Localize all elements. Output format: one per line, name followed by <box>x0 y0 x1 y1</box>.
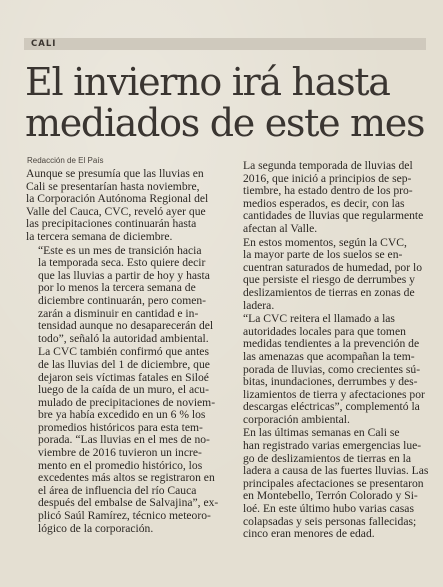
text-line: el área de influencia del río Cauca <box>38 483 197 497</box>
text-line: cuentran saturados de humedad, por lo <box>243 260 423 274</box>
text-line: lógico de la corporación. <box>38 521 154 535</box>
text-line: deslizamientos de tierras en zonas de <box>243 285 415 299</box>
text-line: luego de la caída de un muro, el acu- <box>38 383 209 397</box>
text-line: En las últimas semanas en Cali se <box>243 426 400 440</box>
text-line: La CVC también confirmó que antes <box>38 345 209 359</box>
text-line: las precipitaciones continuarán hasta <box>26 217 197 231</box>
paragraph <box>26 168 218 244</box>
paragraph <box>231 313 427 426</box>
text-line: diciembre continuarán, pero comen- <box>38 293 207 307</box>
text-line: la Corporación Autónoma Regional del <box>26 192 209 206</box>
headline-line: mediados de este mes <box>25 101 425 145</box>
text-line: bitas, inundaciones, derrumbes y des- <box>243 375 418 389</box>
article-column-right <box>231 160 427 542</box>
text-line: go de deslizamientos de tierras en la <box>243 451 412 465</box>
text-line: autoridades locales para que tomen <box>243 324 406 338</box>
text-line: que persiste el riesgo de derrumbes y <box>243 273 415 287</box>
text-line: “Este es un mes de transición hacia <box>38 243 202 257</box>
text-line: corporación ambiental. <box>243 412 350 426</box>
text-line: afectan al Valle. <box>243 221 318 235</box>
text-line: mento en el promedio histórico, los <box>38 458 203 472</box>
paragraph <box>26 245 218 346</box>
text-line: después del embalse de Salvajina”, ex- <box>38 496 219 510</box>
paragraph <box>231 160 427 236</box>
text-line: En estos momentos, según la CVC, <box>243 235 407 249</box>
text-line: 2016, que inició a principios de sep- <box>243 171 412 185</box>
headline-line: El invierno irá hasta <box>25 60 390 104</box>
text-line: loé. En este último hubo varias casas <box>243 502 414 516</box>
text-line: todo”, señaló la autoridad ambiental. <box>38 331 209 345</box>
paragraph <box>26 346 218 535</box>
text-line: tensidad aunque no desaparecerán del <box>38 319 214 333</box>
text-line: Valle del Cauca, CVC, reveló ayer que <box>26 204 206 218</box>
text-line: colapsadas y seis personas fallecidas; <box>243 514 417 528</box>
text-line: cantidades de lluvias que regularmente <box>243 209 424 223</box>
text-line: promedios históricos para esta tem- <box>38 420 203 434</box>
text-line: mulado de precipitaciones de noviem- <box>38 395 216 409</box>
text-line: “La CVC reitera el llamado a las <box>243 312 395 326</box>
section-bar <box>24 38 426 50</box>
text-line: la tercera semana de diciembre. <box>26 229 173 243</box>
text-line: medios esperados, es decir, con las <box>243 196 405 210</box>
text-line: las amenazas que acompañan la tem- <box>243 349 415 363</box>
text-line: La segunda temporada de lluvias del <box>243 159 413 172</box>
text-line: de las lluvias del 1 de diciembre, que <box>38 357 210 371</box>
paragraph <box>231 237 427 313</box>
text-line: viembre de 2016 tuvieron un incre- <box>38 446 202 460</box>
text-line: tiembre, ha estado dentro de los pro- <box>243 184 413 198</box>
text-line: que las lluvias a partir de hoy y hasta <box>38 268 210 282</box>
text-line: Cali se presentarían hasta noviembre, <box>26 179 200 193</box>
text-line: en Montebello, Terrón Colorado y Si- <box>243 489 418 503</box>
text-line: principales afectaciones se presentaron <box>243 476 424 490</box>
text-line: porada de lluvias, como crecientes sú- <box>243 362 421 376</box>
text-line: descargas eléctricas”, complementó la <box>243 400 420 414</box>
text-line: Aunque se presumía que las lluvias en <box>26 167 204 180</box>
text-line: la mayor parte de los suelos se en- <box>243 248 403 262</box>
text-line: por lo menos la tercera semana de <box>38 281 196 295</box>
text-line: han registrado varias emergencias lue- <box>243 439 422 453</box>
text-line: ladera. <box>243 298 275 312</box>
text-line: porada. “Las lluvias en el mes de no- <box>38 433 210 447</box>
text-line: plicó Saúl Ramírez, técnico meteoro- <box>38 509 211 523</box>
text-line: medidas tendientes a la prevención de <box>243 337 420 351</box>
text-line: zarán a disminuir en cantidad e in- <box>38 306 199 320</box>
text-line: cinco eran menores de edad. <box>243 527 375 541</box>
section-label: CALI <box>31 39 57 49</box>
text-line: excedentes más altos se registraron en <box>38 471 215 485</box>
byline: Redacción de El País <box>27 156 104 165</box>
paragraph <box>231 427 427 540</box>
text-line: dejaron seis víctimas fatales en Siloé <box>38 370 209 384</box>
article-column-left <box>26 168 218 536</box>
text-line: lizamientos de tierra y afectaciones por <box>243 387 425 401</box>
headline <box>25 62 430 144</box>
text-line: bre ya había excedido en un 6 % los <box>38 408 206 422</box>
text-line: la temporada seca. Esto quiere decir <box>38 256 206 270</box>
text-line: ladera a causa de las fuertes lluvias. Las <box>243 464 429 478</box>
